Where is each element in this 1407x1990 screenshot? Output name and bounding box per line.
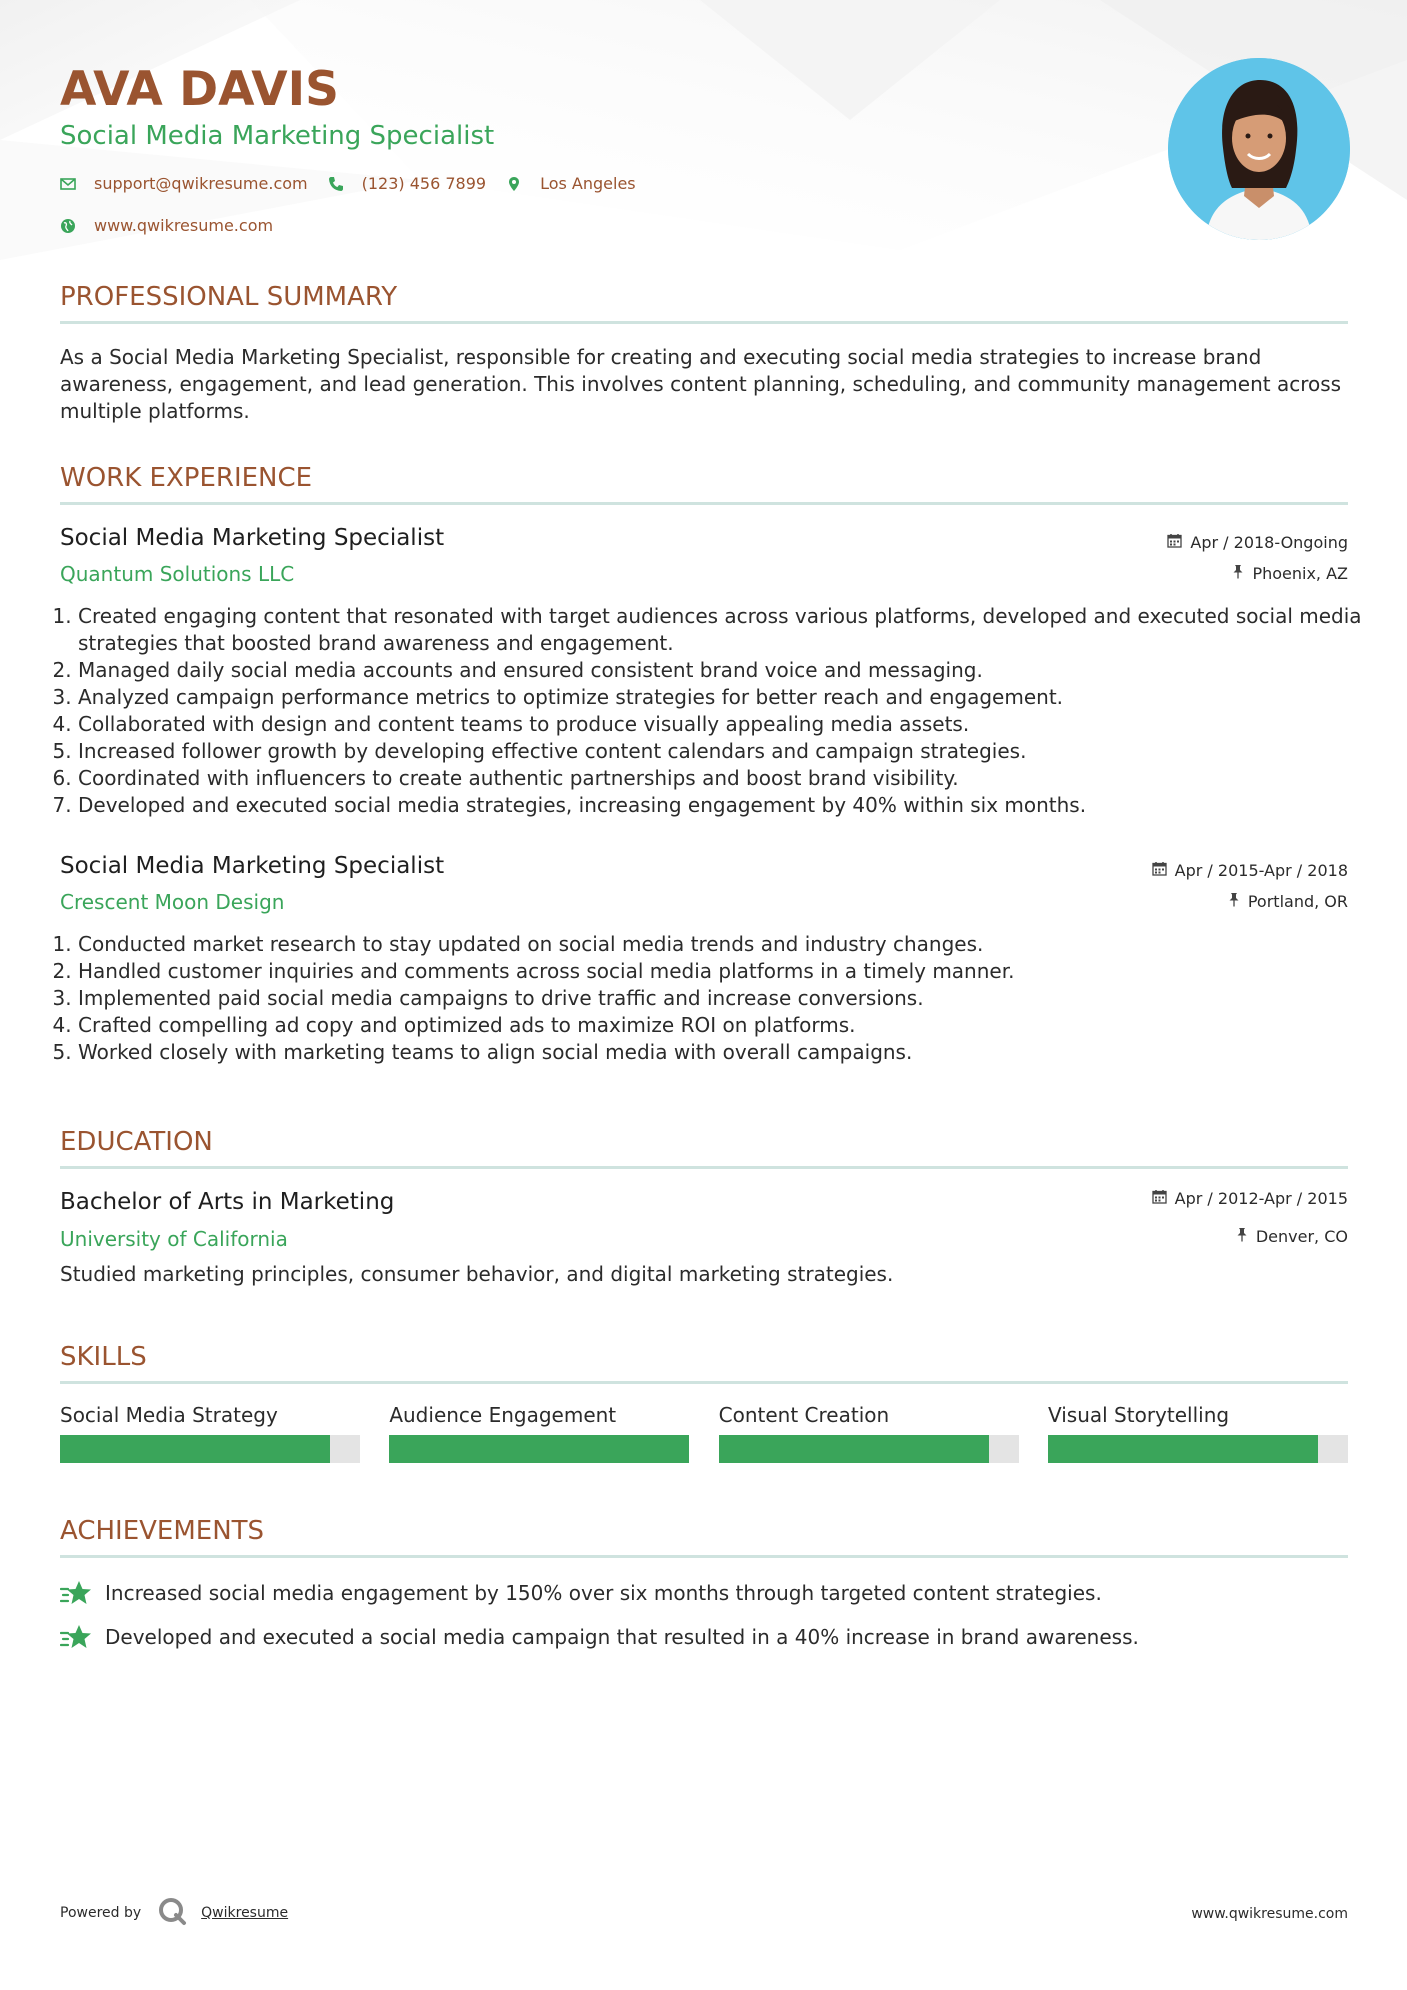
list-item: 5. Worked closely with marketing teams to align social media with overall campaigns.: [78, 1039, 1366, 1066]
website-text: www.qwikresume.com: [94, 216, 274, 235]
job-1-company: Quantum Solutions LLC: [60, 562, 295, 586]
list-item: 3. Implemented paid social media campaigns to drive traffic and increase conversions.: [78, 985, 1366, 1012]
job-1-responsibilities: [60, 603, 1366, 819]
footer-powered-by: [60, 1896, 288, 1930]
education-location: [1236, 1226, 1348, 1248]
skill-item: [60, 1401, 360, 1463]
achievement-item: [60, 1578, 1102, 1608]
experience-heading: WORK EXPERIENCE: [60, 463, 313, 493]
skill-label: Audience Engagement: [389, 1403, 617, 1427]
achievement-item: [60, 1622, 1139, 1652]
skill-bar-fill: [60, 1435, 330, 1463]
skill-bar: [1048, 1435, 1348, 1463]
job-2-location: [1228, 891, 1348, 913]
skill-item: [389, 1401, 689, 1463]
powered-by-text: Powered by: [60, 1905, 142, 1921]
list-item: 5. Increased follower growth by developing effective content calendars and campaign strategies.: [78, 738, 1366, 765]
qwikresume-logo-icon: [157, 1896, 187, 1930]
skills-list: [60, 1401, 1348, 1463]
list-item: 4. Crafted compelling ad copy and optimized ads to maximize ROI on platforms.: [78, 1012, 1366, 1039]
list-item: 4. Collaborated with design and content teams to produce visually appealing media assets.: [78, 711, 1366, 738]
job-2-dates: [1152, 860, 1348, 882]
education-description: Studied marketing principles, consumer behavior, and digital marketing strategies.: [60, 1262, 894, 1286]
list-item: 2. Managed daily social media accounts and ensured consistent brand voice and messaging.: [78, 657, 1366, 684]
globe-icon: [60, 218, 76, 234]
contact-website[interactable]: [60, 216, 273, 235]
job-1-dates: [1167, 532, 1348, 554]
calendar-icon: [1152, 1188, 1167, 1210]
achievements-heading: ACHIEVEMENTS: [60, 1516, 265, 1546]
phone-text: (123) 456 7899: [361, 174, 487, 193]
education-heading: EDUCATION: [60, 1127, 213, 1157]
skill-item: [719, 1401, 1019, 1463]
job-2-dates-text: Apr / 2015-Apr / 2018: [1174, 861, 1348, 880]
contact-row-2: [60, 216, 293, 235]
footer-website[interactable]: www.qwikresume.com: [1191, 1906, 1348, 1922]
education-school: University of California: [60, 1227, 288, 1251]
contact-phone[interactable]: [328, 174, 486, 193]
job-1-location: [1232, 563, 1348, 585]
candidate-title: Social Media Marketing Specialist: [60, 121, 495, 151]
skill-bar: [719, 1435, 1019, 1463]
job-2-location-text: Portland, OR: [1247, 892, 1348, 911]
candidate-name: AVA DAVIS: [60, 62, 340, 117]
star-icon: [60, 1622, 92, 1652]
achievement-text: Increased social media engagement by 150% over six months through targeted content strategies.: [105, 1580, 1102, 1605]
skill-bar: [60, 1435, 360, 1463]
job-1-location-text: Phoenix, AZ: [1252, 564, 1348, 583]
skill-label: Content Creation: [718, 1403, 890, 1427]
contact-location: [506, 174, 636, 193]
experience-divider: [60, 502, 1348, 505]
list-item: 6. Coordinated with influencers to create authentic partnerships and boost brand visibility.: [78, 765, 1366, 792]
skills-heading: SKILLS: [60, 1342, 147, 1372]
list-item: 1. Conducted market research to stay updated on social media trends and industry changes.: [78, 931, 1366, 958]
skill-bar-fill: [389, 1435, 689, 1463]
skill-label: Visual Storytelling: [1047, 1403, 1230, 1427]
calendar-icon: [1167, 532, 1182, 554]
job-1-dates-text: Apr / 2018-Ongoing: [1190, 533, 1348, 552]
contact-row-1: [60, 174, 656, 193]
pushpin-icon: [1232, 563, 1244, 585]
job-1-title: Social Media Marketing Specialist: [60, 525, 445, 551]
list-item: 2. Handled customer inquiries and comments across social media platforms in a timely manner.: [78, 958, 1366, 985]
summary-text: As a Social Media Marketing Specialist, responsible for creating and executing social media strategies to increase brand awareness, engagement, and lead generation. This involves content planning, scheduling, and community management across multiple platforms.: [60, 345, 1342, 423]
summary-divider: [60, 321, 1348, 324]
envelope-icon: [60, 176, 76, 192]
qwikresume-link[interactable]: Qwikresume: [201, 1905, 289, 1921]
list-item: 1. Created engaging content that resonated with target audiences across various platforms, developed and executed social media strategies that boosted brand awareness and engagement.: [78, 603, 1366, 657]
pushpin-icon: [1228, 891, 1240, 913]
job-2-title: Social Media Marketing Specialist: [60, 853, 445, 879]
map-pin-icon: [506, 176, 522, 192]
star-icon: [60, 1578, 92, 1608]
list-item: 3. Analyzed campaign performance metrics to optimize strategies for better reach and engagement.: [78, 684, 1366, 711]
education-degree: Bachelor of Arts in Marketing: [60, 1189, 395, 1215]
education-dates-text: Apr / 2012-Apr / 2015: [1174, 1189, 1348, 1208]
skill-bar-fill: [1048, 1435, 1318, 1463]
skill-item: [1048, 1401, 1348, 1463]
skill-label: Social Media Strategy: [60, 1403, 278, 1427]
job-2-company: Crescent Moon Design: [60, 890, 285, 914]
achievements-divider: [60, 1555, 1348, 1558]
location-text: Los Angeles: [540, 174, 636, 193]
summary-heading: PROFESSIONAL SUMMARY: [60, 282, 398, 312]
skill-bar-fill: [719, 1435, 989, 1463]
email-text: support@qwikresume.com: [94, 174, 308, 193]
profile-photo: [1168, 58, 1350, 240]
skills-divider: [60, 1381, 1348, 1384]
phone-icon: [328, 176, 344, 192]
skill-bar: [389, 1435, 689, 1463]
achievement-text: Developed and executed a social media campaign that resulted in a 40% increase in brand awareness.: [105, 1624, 1139, 1649]
contact-email[interactable]: [60, 174, 308, 193]
job-2-responsibilities: [60, 931, 1366, 1066]
education-divider: [60, 1166, 1348, 1169]
calendar-icon: [1152, 860, 1167, 882]
education-dates: [1152, 1188, 1348, 1210]
education-location-text: Denver, CO: [1255, 1227, 1348, 1246]
pushpin-icon: [1236, 1226, 1248, 1248]
list-item: 7. Developed and executed social media strategies, increasing engagement by 40% within six months.: [78, 792, 1366, 819]
